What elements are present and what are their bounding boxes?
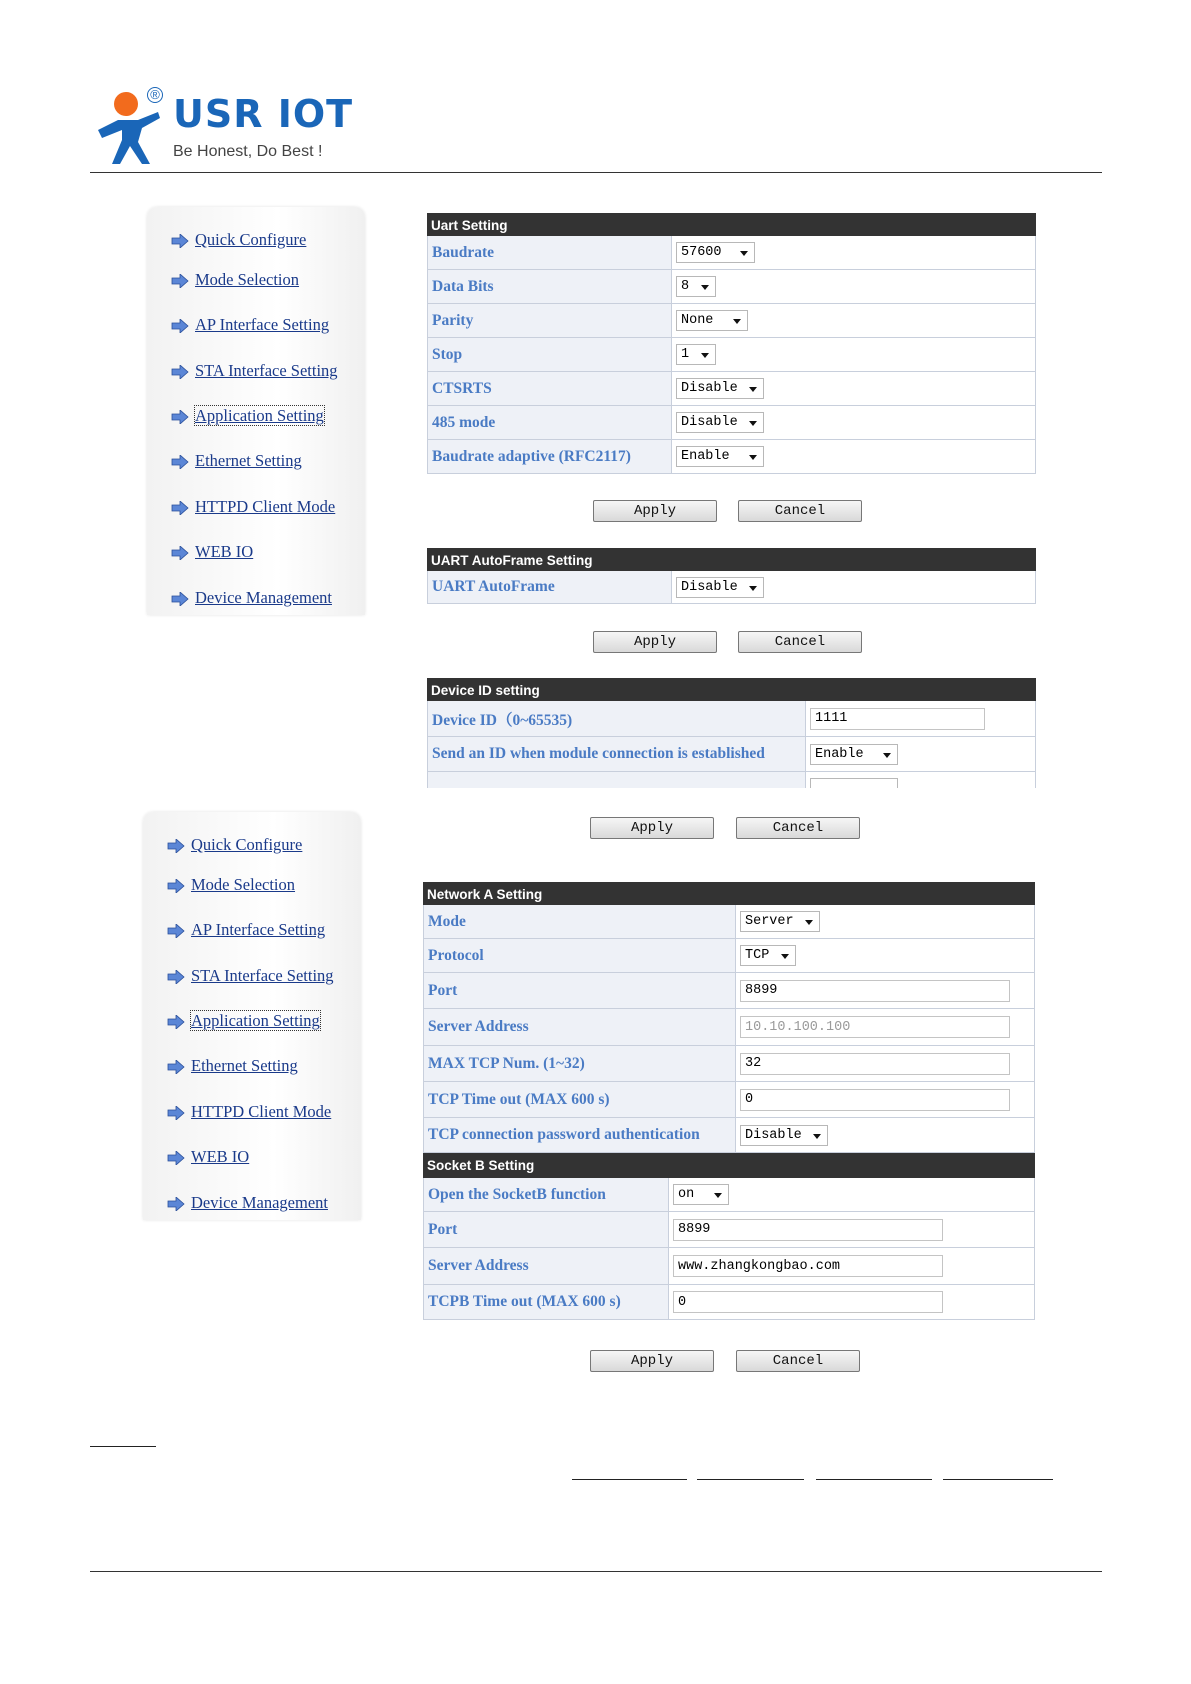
apply-button[interactable]: Apply: [590, 1350, 714, 1372]
socketb-function-select[interactable]: on: [673, 1184, 729, 1205]
apply-button[interactable]: Apply: [590, 817, 714, 839]
field-label: Send an ID when module connection is established: [428, 737, 806, 771]
sidebar-item-sta-interface[interactable]: STA Interface Setting: [171, 966, 334, 986]
field-label: MAX TCP Num. (1~32): [424, 1046, 736, 1081]
arrow-right-icon: [171, 546, 189, 560]
field-label: 485 mode: [428, 406, 672, 439]
panel-title: Network A Setting: [423, 882, 1035, 905]
header-divider: [90, 172, 1102, 173]
server-address-input[interactable]: 10.10.100.100: [740, 1016, 1010, 1038]
registered-mark: ®: [147, 87, 163, 103]
chevron-down-icon: [714, 1193, 722, 1198]
baudrate-adaptive-select[interactable]: Enable: [676, 446, 764, 467]
cancel-button[interactable]: Cancel: [736, 1350, 860, 1372]
field-label: Protocol: [424, 939, 736, 972]
arrow-right-icon: [171, 274, 189, 288]
field-label: Parity: [428, 304, 672, 337]
brand-slogan: Be Honest, Do Best !: [173, 143, 323, 160]
uart-setting-panel: [427, 213, 1036, 474]
cancel-button[interactable]: Cancel: [738, 500, 862, 522]
apply-button[interactable]: Apply: [593, 631, 717, 653]
field-label: Port: [424, 973, 736, 1008]
sidebar-item-device-management[interactable]: Device Management: [175, 588, 332, 608]
sidebar-item-web-io[interactable]: WEB IO: [171, 1147, 249, 1167]
sidebar-item-mode-selection[interactable]: Mode Selection: [171, 875, 295, 895]
arrow-right-icon: [171, 410, 189, 424]
uart-autoframe-panel: [427, 548, 1036, 604]
socketb-timeout-input[interactable]: 0: [673, 1291, 943, 1313]
sidebar-nav: [147, 207, 365, 615]
chevron-down-icon: [749, 455, 757, 460]
arrow-right-icon: [171, 592, 189, 606]
max-tcp-input[interactable]: 32: [740, 1053, 1010, 1075]
arrow-right-icon: [167, 839, 185, 853]
brand-name: USR IOT: [173, 92, 354, 136]
sidebar-item-ap-interface[interactable]: AP Interface Setting: [175, 315, 329, 335]
arrow-right-icon: [171, 234, 189, 248]
field-label: Stop: [428, 338, 672, 371]
chevron-down-icon: [749, 421, 757, 426]
socketb-server-input[interactable]: www.zhangkongbao.com: [673, 1255, 943, 1277]
arrow-right-icon: [167, 879, 185, 893]
send-id-select[interactable]: Enable: [810, 744, 898, 765]
port-input[interactable]: 8899: [740, 980, 1010, 1002]
sidebar-nav: [143, 812, 361, 1220]
parity-select[interactable]: None: [676, 310, 748, 331]
password-auth-select[interactable]: Disable: [740, 1125, 828, 1146]
field-label: TCPB Time out (MAX 600 s): [424, 1285, 669, 1319]
chevron-down-icon: [805, 920, 813, 925]
arrow-right-icon: [171, 365, 189, 379]
485-mode-select[interactable]: Disable: [676, 412, 764, 433]
network-a-panel: [423, 882, 1035, 1320]
field-label: Baudrate: [428, 236, 672, 269]
field-label: TCP connection password authentication: [424, 1118, 736, 1152]
stop-select[interactable]: 1: [676, 344, 716, 365]
chevron-down-icon: [813, 1134, 821, 1139]
device-id-input[interactable]: 1111: [810, 708, 985, 730]
cropped-select[interactable]: [810, 778, 898, 788]
blank-line: [816, 1479, 932, 1480]
field-label: Server Address: [424, 1009, 736, 1045]
apply-button[interactable]: Apply: [593, 500, 717, 522]
chevron-down-icon: [701, 353, 709, 358]
panel-title: Device ID setting: [427, 678, 1036, 701]
panel-title: Socket B Setting: [423, 1153, 1035, 1178]
arrow-right-icon: [167, 1197, 185, 1211]
blank-line: [697, 1479, 804, 1480]
arrow-right-icon: [167, 924, 185, 938]
data-bits-select[interactable]: 8: [676, 276, 716, 297]
sidebar-item-quick-configure[interactable]: Quick Configure: [171, 835, 302, 855]
socketb-port-input[interactable]: 8899: [673, 1219, 943, 1241]
sidebar-item-mode-selection[interactable]: Mode Selection: [175, 270, 299, 290]
tcp-timeout-input[interactable]: 0: [740, 1089, 1010, 1111]
arrow-right-icon: [171, 455, 189, 469]
field-label: Device ID（0~65535): [428, 701, 806, 736]
cancel-button[interactable]: Cancel: [736, 817, 860, 839]
chevron-down-icon: [883, 753, 891, 758]
arrow-right-icon: [171, 501, 189, 515]
sidebar-item-web-io[interactable]: WEB IO: [175, 542, 253, 562]
field-label: Server Address: [424, 1248, 669, 1284]
footer-divider: [90, 1571, 1102, 1572]
arrow-right-icon: [167, 1151, 185, 1165]
sidebar-item-application-setting[interactable]: Application Setting: [171, 1011, 320, 1031]
arrow-right-icon: [167, 970, 185, 984]
arrow-right-icon: [167, 1060, 185, 1074]
sidebar-item-ethernet-setting[interactable]: Ethernet Setting: [171, 1056, 298, 1076]
field-label: UART AutoFrame: [428, 571, 672, 603]
blank-line: [943, 1479, 1053, 1480]
field-label: Baudrate adaptive (RFC2117): [428, 440, 672, 473]
sidebar-item-quick-configure[interactable]: Quick Configure: [175, 230, 306, 250]
footnote-rule: [90, 1446, 156, 1447]
sidebar-item-application-setting[interactable]: Application Setting: [175, 406, 324, 426]
ctsrts-select[interactable]: Disable: [676, 378, 764, 399]
field-label: Mode: [424, 905, 736, 938]
sidebar-item-ap-interface[interactable]: AP Interface Setting: [171, 920, 325, 940]
panel-title: Uart Setting: [427, 213, 1036, 236]
chevron-down-icon: [749, 387, 757, 392]
chevron-down-icon: [749, 586, 757, 591]
baudrate-select[interactable]: 57600: [676, 242, 755, 263]
cancel-button[interactable]: Cancel: [738, 631, 862, 653]
field-label-cropped: [428, 772, 806, 788]
arrow-right-icon: [167, 1106, 185, 1120]
sidebar-item-httpd-client[interactable]: HTTPD Client Mode: [175, 497, 335, 517]
field-label: Open the SocketB function: [424, 1178, 669, 1211]
field-label: Port: [424, 1212, 669, 1247]
field-label: TCP Time out (MAX 600 s): [424, 1082, 736, 1117]
sidebar-item-ethernet-setting[interactable]: Ethernet Setting: [175, 451, 302, 471]
panel-title: UART AutoFrame Setting: [427, 548, 1036, 571]
sidebar-item-sta-interface[interactable]: STA Interface Setting: [175, 361, 338, 381]
field-label: CTSRTS: [428, 372, 672, 405]
sidebar-item-device-management[interactable]: Device Management: [171, 1193, 328, 1213]
chevron-down-icon: [701, 285, 709, 290]
field-label: Data Bits: [428, 270, 672, 303]
chevron-down-icon: [781, 954, 789, 959]
autoframe-select[interactable]: Disable: [676, 577, 764, 598]
blank-line: [572, 1479, 687, 1480]
chevron-down-icon: [740, 251, 748, 256]
mode-select[interactable]: Server: [740, 911, 820, 932]
chevron-down-icon: [733, 319, 741, 324]
protocol-select[interactable]: TCP: [740, 945, 796, 966]
arrow-right-icon: [171, 319, 189, 333]
device-id-panel: [427, 678, 1036, 788]
sidebar-item-httpd-client[interactable]: HTTPD Client Mode: [171, 1102, 331, 1122]
arrow-right-icon: [167, 1015, 185, 1029]
